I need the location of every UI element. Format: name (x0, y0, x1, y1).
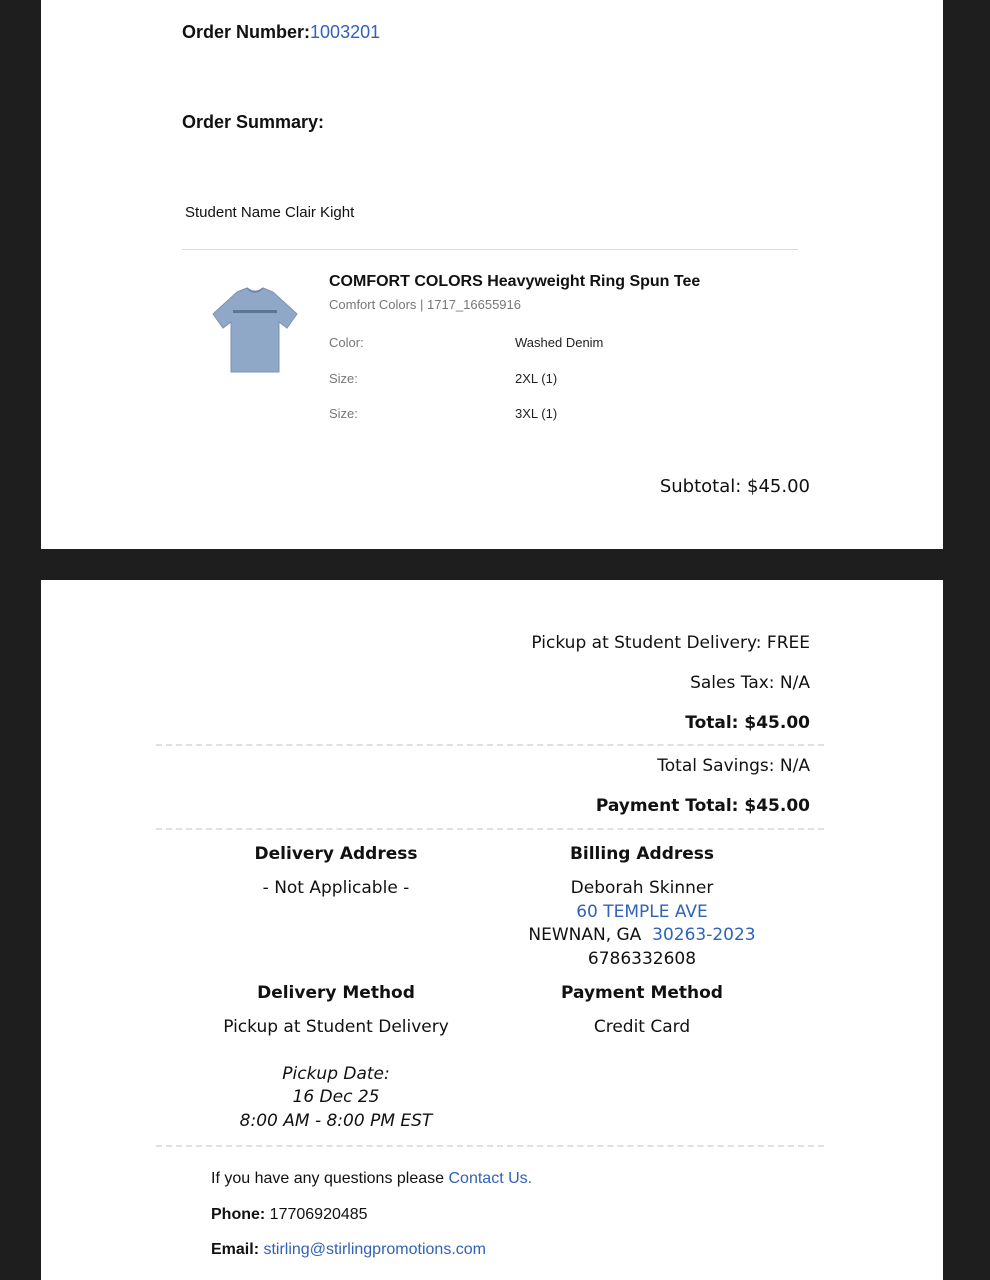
delivery-method-heading: Delivery Method (257, 983, 415, 1003)
payment-total-line: Payment Total: $45.00 (595, 796, 810, 816)
contact-phone: 17706920485 (269, 1206, 368, 1223)
contact-email-line (211, 1241, 486, 1259)
dashed-divider (156, 828, 824, 830)
order-number-line (182, 22, 380, 43)
order-details-panel (41, 580, 943, 1280)
pickup-time: 8:00 AM - 8:00 PM EST (239, 1111, 433, 1131)
payment-method-value: Credit Card (593, 1017, 691, 1037)
subtotal: Subtotal: $45.00 (659, 476, 810, 497)
billing-phone: 6786332608 (587, 949, 697, 969)
pickup-fee-line: Pickup at Student Delivery: FREE (531, 633, 810, 653)
pickup-date: 16 Dec 25 (292, 1087, 380, 1107)
billing-street-link[interactable]: 60 TEMPLE AVE (576, 902, 708, 922)
total-line: Total: $45.00 (685, 713, 810, 733)
questions-line (211, 1170, 532, 1188)
contact-phone-line (211, 1206, 368, 1224)
t-shirt-icon (207, 284, 303, 380)
delivery-method-value: Pickup at Student Delivery (223, 1017, 449, 1037)
phone-label: Phone: (211, 1206, 266, 1223)
attribute-label-size: Size: (329, 371, 358, 386)
attribute-value-size: 3XL (1) (515, 406, 558, 421)
student-name-line: Student Name Clair Kight (185, 204, 355, 221)
order-number-label: Order Number: (182, 22, 311, 42)
payment-method-heading: Payment Method (561, 983, 723, 1003)
order-summary-panel (41, 0, 943, 549)
billing-name: Deborah Skinner (570, 878, 714, 898)
product-name[interactable]: COMFORT COLORS Heavyweight Ring Spun Tee (329, 273, 701, 290)
dashed-divider (156, 744, 824, 746)
attribute-value-size: 2XL (1) (515, 371, 558, 386)
billing-city-line (462, 925, 822, 945)
sales-tax-line: Sales Tax: N/A (690, 673, 810, 693)
divider (182, 249, 798, 250)
delivery-address-heading: Delivery Address (254, 844, 418, 864)
attribute-label-size: Size: (329, 406, 358, 421)
product-brand-sku: Comfort Colors | 1717_16655916 (329, 297, 521, 312)
dashed-divider (156, 1145, 824, 1147)
billing-address-heading: Billing Address (569, 844, 715, 864)
total-savings-line: Total Savings: N/A (657, 756, 810, 776)
order-number-link[interactable]: 1003201 (310, 22, 381, 42)
questions-text: If you have any questions please (211, 1170, 445, 1187)
contact-us-link[interactable]: Contact Us. (448, 1170, 533, 1187)
delivery-address-value: - Not Applicable - (262, 878, 410, 898)
billing-zip-link[interactable]: 30263-2023 (652, 925, 756, 945)
attribute-label-color: Color: (329, 335, 364, 350)
email-label: Email: (211, 1241, 260, 1258)
contact-email-link[interactable]: stirling@stirlingpromotions.com (263, 1241, 486, 1258)
order-summary-heading: Order Summary: (182, 112, 325, 132)
attribute-value-color: Washed Denim (515, 335, 604, 350)
billing-city-state: NEWNAN, GA (528, 925, 642, 945)
pickup-date-label: Pickup Date: (282, 1064, 390, 1084)
